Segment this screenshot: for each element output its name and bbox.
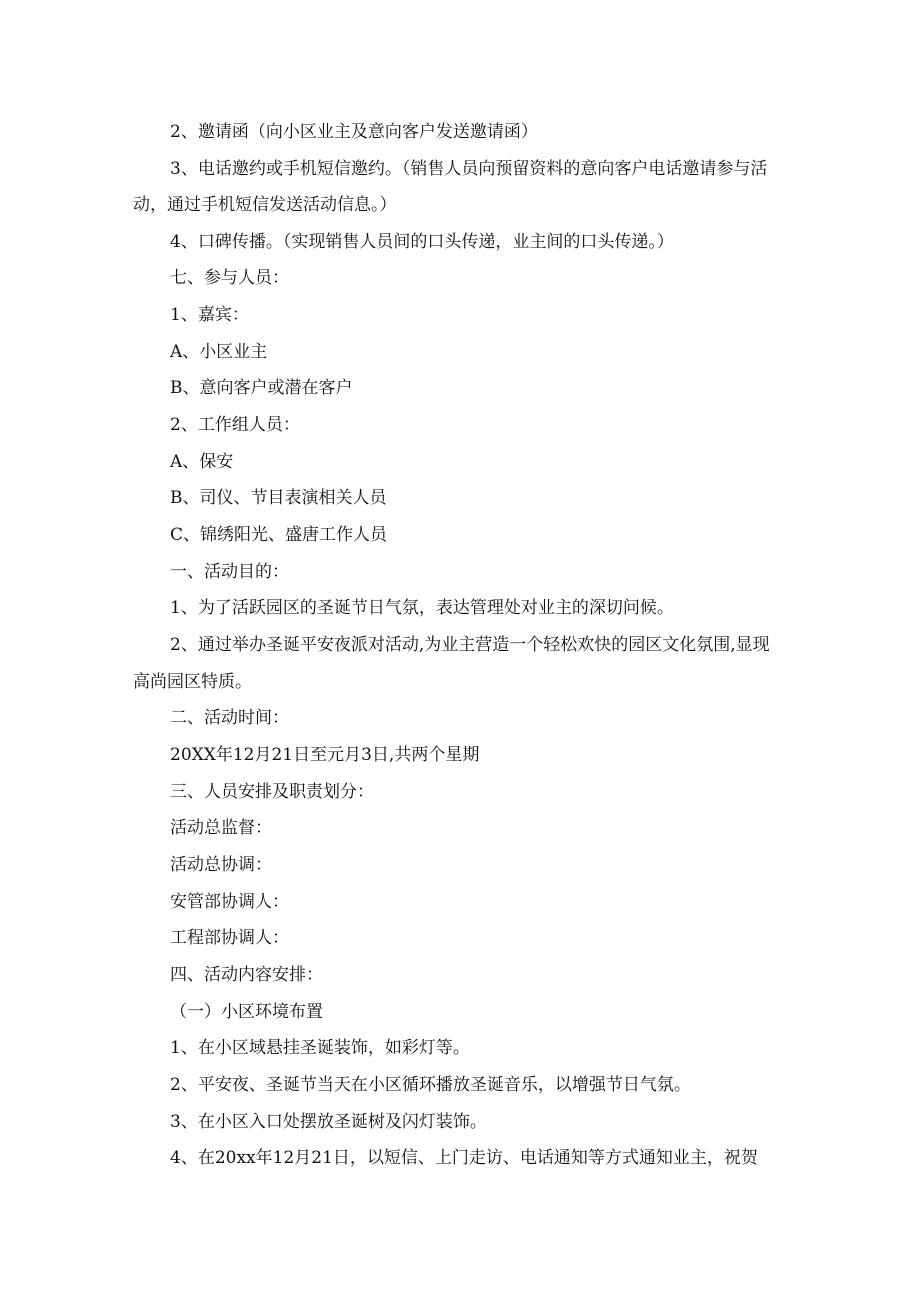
paragraph-line: 2、通过举办圣诞平安夜派对活动,为业主营造一个轻松欢快的园区文化氛围,显现 bbox=[170, 635, 770, 655]
paragraph-line: 1、在小区域悬挂圣诞装饰，如彩灯等。 bbox=[170, 1038, 470, 1058]
paragraph-line: 2、平安夜、圣诞节当天在小区循环播放圣诞音乐，以增强节日气氛。 bbox=[170, 1075, 691, 1095]
section-heading: 一、活动目的： bbox=[170, 562, 289, 582]
paragraph-line: 安管部协调人： bbox=[170, 892, 289, 912]
paragraph-line: 20XX年12月21日至元月3日,共两个星期 bbox=[170, 745, 480, 765]
section-heading: 三、人员安排及职责划分： bbox=[170, 782, 374, 802]
paragraph-line: A、保安 bbox=[170, 452, 234, 472]
paragraph-line: C、锦绣阳光、盛唐工作人员 bbox=[170, 525, 388, 545]
section-heading: 二、活动时间： bbox=[170, 708, 289, 728]
paragraph-line: 2、邀请函（向小区业主及意向客户发送邀请函） bbox=[170, 122, 538, 142]
paragraph-line: 活动总监督： bbox=[170, 818, 272, 838]
section-heading: 七、参与人员： bbox=[170, 268, 289, 288]
paragraph-line: 高尚园区特质。 bbox=[133, 672, 252, 692]
paragraph-line: A、小区业主 bbox=[170, 342, 268, 362]
paragraph-line: 活动总协调： bbox=[170, 855, 272, 875]
paragraph-line: 3、在小区入口处摆放圣诞树及闪灯装饰。 bbox=[170, 1112, 487, 1132]
paragraph-line: 1、为了活跃园区的圣诞节日气氛，表达管理处对业主的深切问候。 bbox=[170, 598, 674, 618]
paragraph-line: B、意向客户或潜在客户 bbox=[170, 378, 353, 398]
paragraph-line: 4、口碑传播。（实现销售人员间的口头传递，业主间的口头传递。） bbox=[170, 232, 674, 252]
paragraph-line: B、司仪、节目表演相关人员 bbox=[170, 488, 387, 508]
section-heading: 四、活动内容安排： bbox=[170, 965, 323, 985]
paragraph-line: 动，通过手机短信发送活动信息。） bbox=[133, 195, 397, 215]
paragraph-line: 4、在20xx年12月21日，以短信、上门走访、电话通知等方式通知业主，祝贺 bbox=[170, 1148, 758, 1168]
paragraph-line: 工程部协调人： bbox=[170, 928, 289, 948]
paragraph-line: 2、工作组人员： bbox=[170, 415, 300, 435]
subsection-heading: （一）小区环境布置 bbox=[170, 1002, 323, 1022]
paragraph-line: 1、嘉宾： bbox=[170, 305, 249, 325]
paragraph-line: 3、电话邀约或手机短信邀约。（销售人员向预留资料的意向客户电话邀请参与活 bbox=[170, 159, 768, 179]
